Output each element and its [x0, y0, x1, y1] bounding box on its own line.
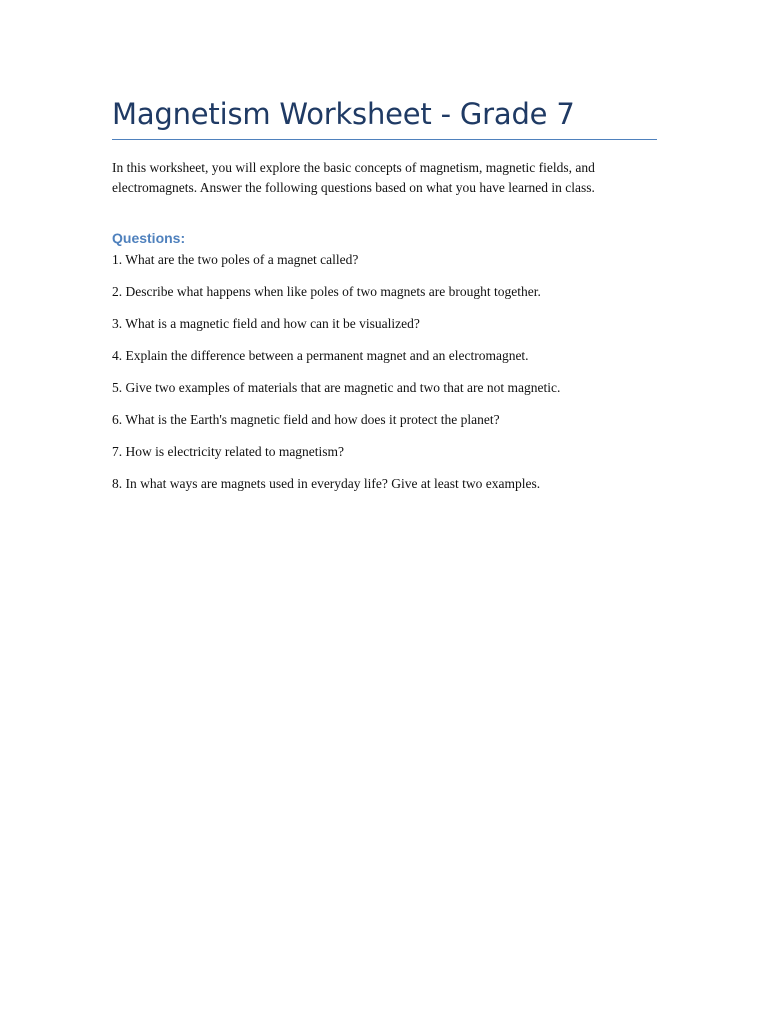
question-item: 6. What is the Earth's magnetic field and how does it protect the planet?: [112, 412, 500, 427]
page-title: Magnetism Worksheet - Grade 7: [112, 97, 575, 131]
question-item: 3. What is a magnetic field and how can it be visualized?: [112, 316, 420, 331]
document-body: [112, 92, 657, 506]
question-item: 2. Describe what happens when like poles of two magnets are brought together.: [112, 284, 541, 299]
questions-list: [112, 250, 657, 494]
question-item: 5. Give two examples of materials that are magnetic and two that are not magnetic.: [112, 380, 561, 395]
question-item: 1. What are the two poles of a magnet called?: [112, 252, 359, 267]
question-item: 7. How is electricity related to magnetism?: [112, 444, 345, 459]
question-item: 4. Explain the difference between a permanent magnet and an electromagnet.: [112, 348, 529, 363]
title-underline: [112, 139, 657, 140]
questions-heading: Questions:: [112, 230, 186, 246]
intro-paragraph: In this worksheet, you will explore the basic concepts of magnetism, magnetic fields, and electromagnets. Answer the following questions based on what you have learned in class.: [112, 160, 595, 195]
question-item: 8. In what ways are magnets used in everyday life? Give at least two examples.: [112, 476, 541, 491]
